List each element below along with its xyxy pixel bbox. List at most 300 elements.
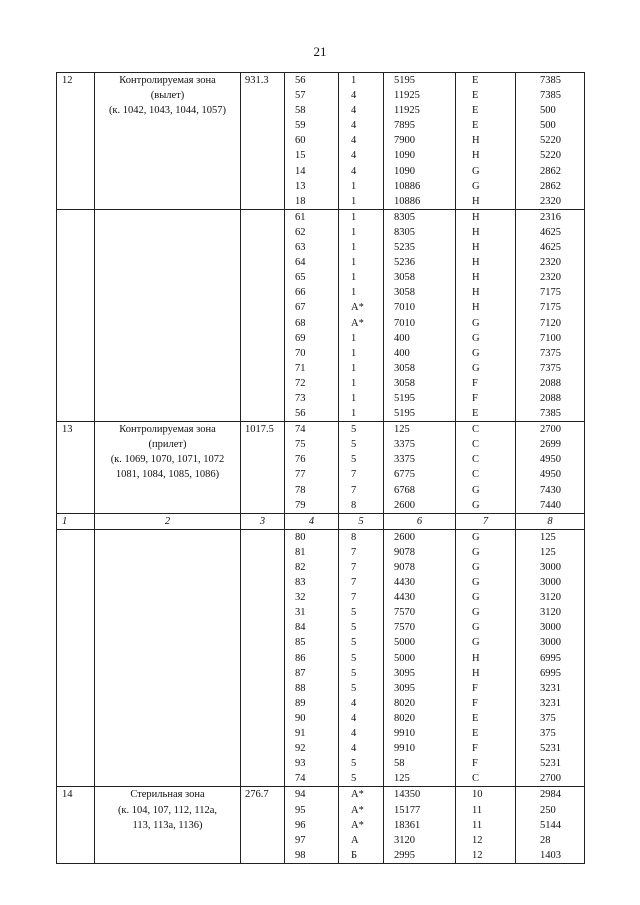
point-number-cell: 13	[285, 179, 339, 194]
y-offset-cell: 6995	[516, 666, 585, 681]
row-axis-cell: F	[456, 696, 516, 711]
column-number-5: 5	[339, 513, 384, 529]
x-offset-cell: 9910	[384, 726, 456, 741]
table-row	[57, 179, 585, 194]
point-number-cell: 59	[285, 118, 339, 133]
zone-area-cell	[241, 437, 285, 452]
point-number-cell: 77	[285, 467, 339, 482]
table-row	[57, 118, 585, 133]
zone-id-cell	[57, 848, 95, 864]
zone-area-cell	[241, 681, 285, 696]
row-axis-cell: F	[456, 681, 516, 696]
zone-name-cell	[95, 240, 241, 255]
zone-area-cell	[241, 620, 285, 635]
table-row	[57, 771, 585, 787]
row-axis-cell: H	[456, 209, 516, 225]
axis-cell: 5	[339, 756, 384, 771]
zone-id-cell: 12	[57, 73, 95, 89]
zone-name-cell	[95, 270, 241, 285]
axis-cell: 4	[339, 148, 384, 163]
x-offset-cell: 2995	[384, 848, 456, 864]
point-number-cell: 70	[285, 346, 339, 361]
zone-name-cell	[95, 666, 241, 681]
point-number-cell: 89	[285, 696, 339, 711]
x-offset-cell: 7900	[384, 133, 456, 148]
table-row	[57, 498, 585, 514]
y-offset-cell: 375	[516, 711, 585, 726]
row-axis-cell: H	[456, 148, 516, 163]
point-number-cell: 61	[285, 209, 339, 225]
zone-id-cell	[57, 545, 95, 560]
point-number-cell: 63	[285, 240, 339, 255]
point-number-cell: 65	[285, 270, 339, 285]
point-number-cell: 72	[285, 376, 339, 391]
zone-area-cell	[241, 194, 285, 210]
y-offset-cell: 7440	[516, 498, 585, 514]
row-axis-cell: G	[456, 545, 516, 560]
y-offset-cell: 28	[516, 833, 585, 848]
row-axis-cell: F	[456, 756, 516, 771]
x-offset-cell: 400	[384, 346, 456, 361]
point-number-cell: 14	[285, 164, 339, 179]
x-offset-cell: 1090	[384, 148, 456, 163]
zone-area-cell	[241, 255, 285, 270]
axis-cell: 5	[339, 620, 384, 635]
zone-id-cell	[57, 771, 95, 787]
zone-area-cell	[241, 452, 285, 467]
y-offset-cell: 7385	[516, 406, 585, 422]
table-row	[57, 833, 585, 848]
y-offset-cell: 5220	[516, 133, 585, 148]
y-offset-cell: 3231	[516, 681, 585, 696]
row-axis-cell: G	[456, 331, 516, 346]
point-number-cell: 82	[285, 560, 339, 575]
zone-id-cell	[57, 681, 95, 696]
y-offset-cell: 4625	[516, 225, 585, 240]
zone-area-cell	[241, 285, 285, 300]
point-number-cell: 74	[285, 422, 339, 438]
point-number-cell: 64	[285, 255, 339, 270]
axis-cell: 5	[339, 437, 384, 452]
zone-name-cell	[95, 605, 241, 620]
zone-id-cell	[57, 270, 95, 285]
zone-area-cell	[241, 771, 285, 787]
zone-area-cell	[241, 803, 285, 818]
y-offset-cell: 7375	[516, 346, 585, 361]
axis-cell: 1	[339, 73, 384, 89]
point-number-cell: 56	[285, 73, 339, 89]
zone-name-cell	[95, 771, 241, 787]
zone-area-cell	[241, 300, 285, 315]
table-row	[57, 605, 585, 620]
point-number-cell: 97	[285, 833, 339, 848]
zone-id-cell	[57, 316, 95, 331]
point-number-cell: 80	[285, 529, 339, 545]
zone-name-cell	[95, 255, 241, 270]
zone-area-cell	[241, 148, 285, 163]
y-offset-cell: 3000	[516, 635, 585, 650]
table-row	[57, 741, 585, 756]
zone-id-cell	[57, 620, 95, 635]
zone-name-cell	[95, 391, 241, 406]
point-number-cell: 86	[285, 651, 339, 666]
point-number-cell: 85	[285, 635, 339, 650]
x-offset-cell: 7570	[384, 605, 456, 620]
x-offset-cell: 3120	[384, 833, 456, 848]
y-offset-cell: 3231	[516, 696, 585, 711]
x-offset-cell: 5195	[384, 391, 456, 406]
axis-cell: 5	[339, 651, 384, 666]
table-row	[57, 575, 585, 590]
column-number-2: 2	[95, 513, 241, 529]
axis-cell: 4	[339, 88, 384, 103]
zone-id-cell	[57, 331, 95, 346]
axis-cell: 7	[339, 483, 384, 498]
point-number-cell: 18	[285, 194, 339, 210]
point-number-cell: 81	[285, 545, 339, 560]
table-row	[57, 696, 585, 711]
zone-id-cell	[57, 118, 95, 133]
table-row	[57, 346, 585, 361]
zone-area-cell	[241, 635, 285, 650]
y-offset-cell: 4625	[516, 240, 585, 255]
point-number-cell: 32	[285, 590, 339, 605]
zone-id-cell	[57, 483, 95, 498]
zone-area-cell	[241, 741, 285, 756]
zone-area-cell	[241, 179, 285, 194]
zone-name-cell	[95, 681, 241, 696]
zone-area-cell	[241, 331, 285, 346]
zone-name-cell	[95, 651, 241, 666]
axis-cell: 4	[339, 164, 384, 179]
row-axis-cell: H	[456, 666, 516, 681]
row-axis-cell: G	[456, 483, 516, 498]
x-offset-cell: 125	[384, 771, 456, 787]
x-offset-cell: 18361	[384, 818, 456, 833]
row-axis-cell: H	[456, 194, 516, 210]
row-axis-cell: G	[456, 498, 516, 514]
zone-area-cell	[241, 483, 285, 498]
point-number-cell: 69	[285, 331, 339, 346]
row-axis-cell: G	[456, 179, 516, 194]
axis-cell: 5	[339, 605, 384, 620]
axis-cell: 4	[339, 726, 384, 741]
y-offset-cell: 3120	[516, 605, 585, 620]
y-offset-cell: 7100	[516, 331, 585, 346]
zone-id-cell	[57, 300, 95, 315]
zone-id-cell	[57, 376, 95, 391]
y-offset-cell: 4950	[516, 452, 585, 467]
x-offset-cell: 4430	[384, 575, 456, 590]
axis-cell: 1	[339, 391, 384, 406]
x-offset-cell: 7570	[384, 620, 456, 635]
axis-cell: A*	[339, 300, 384, 315]
point-number-cell: 60	[285, 133, 339, 148]
zone-area-cell	[241, 103, 285, 118]
zone-id-cell	[57, 361, 95, 376]
row-axis-cell: H	[456, 255, 516, 270]
zone-area-cell	[241, 498, 285, 514]
page-number: 21	[313, 44, 327, 59]
axis-cell: 8	[339, 529, 384, 545]
x-offset-cell: 2600	[384, 498, 456, 514]
zone-area-cell	[241, 545, 285, 560]
point-number-cell: 31	[285, 605, 339, 620]
point-number-cell: 90	[285, 711, 339, 726]
zone-id-cell	[57, 164, 95, 179]
x-offset-cell: 9910	[384, 741, 456, 756]
axis-cell: 1	[339, 285, 384, 300]
row-axis-cell: C	[456, 437, 516, 452]
row-axis-cell: 11	[456, 818, 516, 833]
zone-name-cell	[95, 361, 241, 376]
point-number-cell: 68	[285, 316, 339, 331]
table-row	[57, 376, 585, 391]
row-axis-cell: H	[456, 240, 516, 255]
zone-area-cell	[241, 240, 285, 255]
x-offset-cell: 3095	[384, 666, 456, 681]
column-number-3: 3	[241, 513, 285, 529]
zone-area-cell	[241, 376, 285, 391]
row-axis-cell: G	[456, 620, 516, 635]
y-offset-cell: 2862	[516, 179, 585, 194]
row-axis-cell: C	[456, 771, 516, 787]
x-offset-cell: 5235	[384, 240, 456, 255]
axis-cell: 4	[339, 118, 384, 133]
zone-name-cell	[95, 133, 241, 148]
x-offset-cell: 6775	[384, 467, 456, 482]
table-row	[57, 316, 585, 331]
row-axis-cell: F	[456, 391, 516, 406]
table-row	[57, 666, 585, 681]
zone-name-cell	[95, 300, 241, 315]
zone-id-cell	[57, 756, 95, 771]
point-number-cell: 56	[285, 406, 339, 422]
y-offset-cell: 2700	[516, 422, 585, 438]
y-offset-cell: 5220	[516, 148, 585, 163]
zone-name-cell: (к. 1042, 1043, 1044, 1057)	[95, 103, 241, 118]
row-axis-cell: C	[456, 452, 516, 467]
zone-id-cell	[57, 696, 95, 711]
axis-cell: 1	[339, 209, 384, 225]
axis-cell: 1	[339, 270, 384, 285]
row-axis-cell: G	[456, 346, 516, 361]
x-offset-cell: 3058	[384, 285, 456, 300]
row-axis-cell: E	[456, 103, 516, 118]
y-offset-cell: 2700	[516, 771, 585, 787]
zone-area-cell	[241, 726, 285, 741]
table-row	[57, 133, 585, 148]
zone-area-cell	[241, 316, 285, 331]
table-row	[57, 711, 585, 726]
x-offset-cell: 3375	[384, 452, 456, 467]
zone-name-cell	[95, 483, 241, 498]
zone-id-cell	[57, 209, 95, 225]
zone-name-cell: (к. 104, 107, 112, 112а,	[95, 803, 241, 818]
row-axis-cell: G	[456, 164, 516, 179]
row-axis-cell: 10	[456, 787, 516, 803]
zone-id-cell: 14	[57, 787, 95, 803]
zone-area-cell	[241, 133, 285, 148]
row-axis-cell: E	[456, 406, 516, 422]
axis-cell: Б	[339, 848, 384, 864]
y-offset-cell: 3120	[516, 590, 585, 605]
y-offset-cell: 5231	[516, 741, 585, 756]
x-offset-cell: 10886	[384, 194, 456, 210]
x-offset-cell: 10886	[384, 179, 456, 194]
table-row	[57, 209, 585, 225]
y-offset-cell: 7385	[516, 73, 585, 89]
y-offset-cell: 2984	[516, 787, 585, 803]
zone-name-cell	[95, 164, 241, 179]
x-offset-cell: 7010	[384, 316, 456, 331]
zone-area-cell	[241, 529, 285, 545]
zone-id-cell	[57, 133, 95, 148]
axis-cell: 5	[339, 666, 384, 681]
axis-cell: 7	[339, 545, 384, 560]
zone-id-cell	[57, 285, 95, 300]
y-offset-cell: 500	[516, 103, 585, 118]
y-offset-cell: 6995	[516, 651, 585, 666]
zone-id-cell	[57, 651, 95, 666]
axis-cell: 5	[339, 771, 384, 787]
table-row	[57, 803, 585, 818]
zone-name-cell: Стерильная зона	[95, 787, 241, 803]
row-axis-cell: G	[456, 635, 516, 650]
x-offset-cell: 1090	[384, 164, 456, 179]
x-offset-cell: 400	[384, 331, 456, 346]
axis-cell: 1	[339, 346, 384, 361]
zone-id-cell	[57, 103, 95, 118]
zone-name-cell	[95, 316, 241, 331]
zone-name-cell	[95, 148, 241, 163]
x-offset-cell: 9078	[384, 560, 456, 575]
y-offset-cell: 7120	[516, 316, 585, 331]
y-offset-cell: 2320	[516, 255, 585, 270]
row-axis-cell: 11	[456, 803, 516, 818]
zone-id-cell	[57, 590, 95, 605]
zone-name-cell	[95, 726, 241, 741]
axis-cell: 1	[339, 194, 384, 210]
x-offset-cell: 14350	[384, 787, 456, 803]
y-offset-cell: 125	[516, 545, 585, 560]
row-axis-cell: H	[456, 300, 516, 315]
zone-name-cell: Контролируемая зона	[95, 73, 241, 89]
table-row	[57, 225, 585, 240]
row-axis-cell: G	[456, 529, 516, 545]
point-number-cell: 67	[285, 300, 339, 315]
zone-area-cell	[241, 164, 285, 179]
y-offset-cell: 7430	[516, 483, 585, 498]
x-offset-cell: 3095	[384, 681, 456, 696]
table-row	[57, 651, 585, 666]
y-offset-cell: 250	[516, 803, 585, 818]
axis-cell: 4	[339, 133, 384, 148]
x-offset-cell: 7895	[384, 118, 456, 133]
y-offset-cell: 2320	[516, 194, 585, 210]
zone-name-cell: (к. 1069, 1070, 1071, 1072	[95, 452, 241, 467]
row-axis-cell: G	[456, 605, 516, 620]
zone-id-cell	[57, 726, 95, 741]
y-offset-cell: 1403	[516, 848, 585, 864]
point-number-cell: 87	[285, 666, 339, 681]
y-offset-cell: 2088	[516, 391, 585, 406]
table-row	[57, 545, 585, 560]
table-row	[57, 285, 585, 300]
table-row	[57, 361, 585, 376]
zone-id-cell	[57, 148, 95, 163]
axis-cell: A*	[339, 316, 384, 331]
point-number-cell: 92	[285, 741, 339, 756]
axis-cell: 4	[339, 696, 384, 711]
row-axis-cell: E	[456, 73, 516, 89]
zone-coordinates-table	[56, 72, 585, 864]
zone-name-cell	[95, 346, 241, 361]
y-offset-cell: 7375	[516, 361, 585, 376]
zone-name-cell	[95, 741, 241, 756]
table-row	[57, 88, 585, 103]
y-offset-cell: 3000	[516, 560, 585, 575]
table-row	[57, 529, 585, 545]
y-offset-cell: 7385	[516, 88, 585, 103]
row-axis-cell: G	[456, 361, 516, 376]
zone-name-cell	[95, 179, 241, 194]
point-number-cell: 73	[285, 391, 339, 406]
zone-area-cell	[241, 406, 285, 422]
zone-name-cell	[95, 498, 241, 514]
zone-id-cell	[57, 179, 95, 194]
y-offset-cell: 3000	[516, 575, 585, 590]
x-offset-cell: 2600	[384, 529, 456, 545]
zone-area-cell	[241, 833, 285, 848]
axis-cell: 5	[339, 681, 384, 696]
axis-cell: 4	[339, 103, 384, 118]
y-offset-cell: 2316	[516, 209, 585, 225]
table-row	[57, 148, 585, 163]
axis-cell: 7	[339, 560, 384, 575]
zone-id-cell	[57, 803, 95, 818]
axis-cell: 7	[339, 575, 384, 590]
point-number-cell: 84	[285, 620, 339, 635]
x-offset-cell: 7010	[384, 300, 456, 315]
zone-area-cell	[241, 467, 285, 482]
zone-area-cell	[241, 361, 285, 376]
table-row	[57, 422, 585, 438]
y-offset-cell: 4950	[516, 467, 585, 482]
axis-cell: 1	[339, 179, 384, 194]
zone-name-cell	[95, 848, 241, 864]
point-number-cell: 58	[285, 103, 339, 118]
axis-cell: 1	[339, 361, 384, 376]
zone-name-cell	[95, 711, 241, 726]
axis-cell: A*	[339, 818, 384, 833]
x-offset-cell: 15177	[384, 803, 456, 818]
zone-area-cell	[241, 225, 285, 240]
zone-area-cell	[241, 651, 285, 666]
table-row	[57, 300, 585, 315]
row-axis-cell: H	[456, 651, 516, 666]
zone-id-cell	[57, 194, 95, 210]
zone-area-cell	[241, 391, 285, 406]
zone-area-cell	[241, 756, 285, 771]
column-number-1: 1	[57, 513, 95, 529]
zone-id-cell	[57, 240, 95, 255]
point-number-cell: 96	[285, 818, 339, 833]
zone-name-cell	[95, 756, 241, 771]
axis-cell: 5	[339, 452, 384, 467]
point-number-cell: 79	[285, 498, 339, 514]
x-offset-cell: 5000	[384, 651, 456, 666]
